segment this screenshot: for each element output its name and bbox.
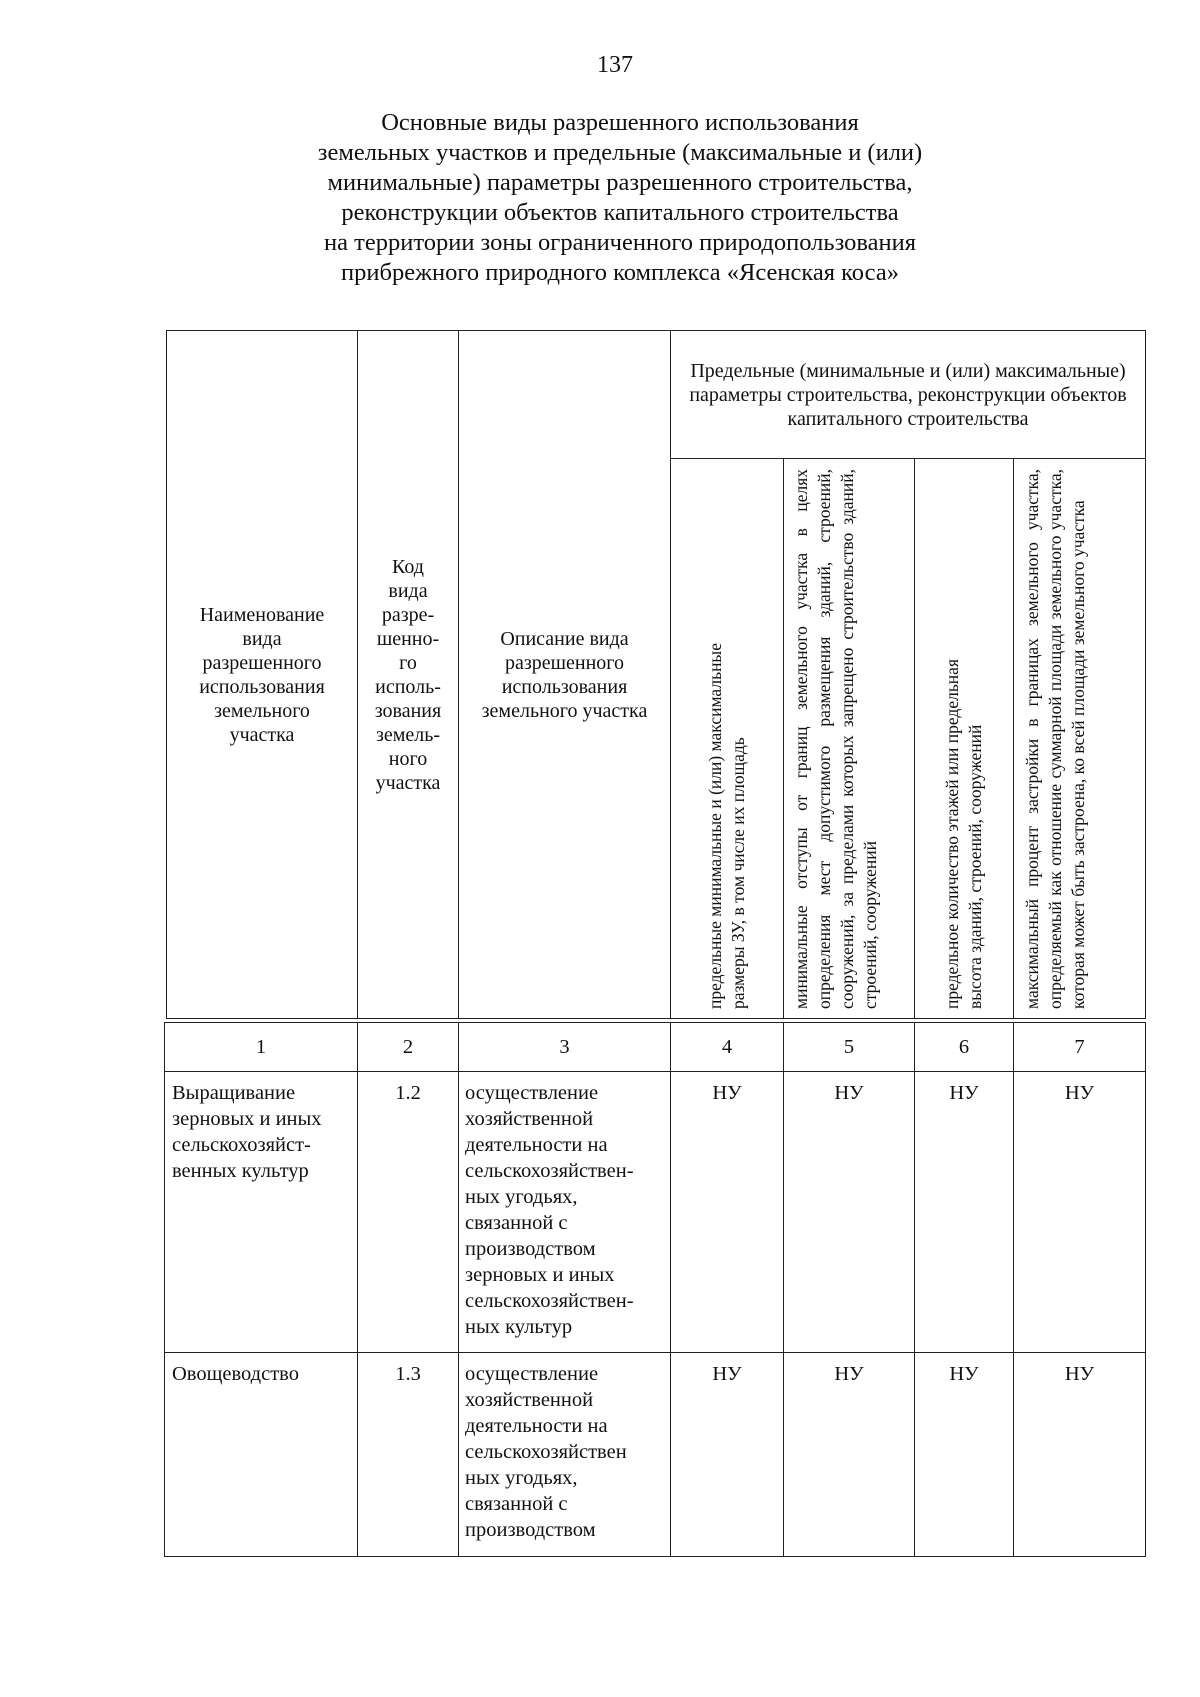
row-value: НУ	[784, 1353, 915, 1557]
header-setback-label: минимальные отступы от границ земельного участка в целях определения мест допустимого размещения зданий, строений, сооружений, за пределами которых запрещено строительство зданий, строений, сооружений	[791, 468, 880, 1009]
table-body	[164, 1022, 1146, 1557]
row-value: НУ	[915, 1072, 1014, 1353]
table-row	[165, 1072, 1146, 1353]
header-setback-column	[784, 459, 915, 1019]
row-value: НУ	[1014, 1353, 1146, 1557]
document-title	[290, 108, 950, 288]
header-description-column	[459, 331, 671, 1019]
header-coverage-column	[1014, 459, 1146, 1019]
header-name-label: Наименование вида разрешенного использования земельного участка	[199, 603, 325, 746]
header-code-label: Код вида разре- шенно- го исполь- зования земель- ного участка	[374, 555, 442, 794]
column-number: 7	[1014, 1023, 1146, 1072]
row-value: НУ	[784, 1072, 915, 1353]
header-lot-size-label: предельные минимальные и (или) максимальные размеры ЗУ, в том числе их площадь	[705, 642, 748, 1009]
column-number: 2	[358, 1023, 459, 1072]
header-lot-size-column	[671, 459, 784, 1019]
column-number: 6	[915, 1023, 1014, 1072]
table-header	[166, 330, 1146, 1019]
header-code-column	[358, 331, 459, 1019]
row-name: Овощеводство	[165, 1353, 358, 1557]
column-number: 1	[165, 1023, 358, 1072]
title-line: на территории зоны ограниченного природопользования	[324, 229, 916, 256]
title-line: реконструкции объектов капитального строительства	[341, 199, 899, 226]
header-description-label: Описание вида разрешенного использования земельного участка	[481, 627, 648, 722]
title-line: земельных участков и предельные (максимальные и (или)	[317, 139, 923, 166]
row-description: осуществление хозяйственной деятельности на сельскохозяйствен- ных угодьях, связанной с производством зерновых и иных сельскохозяйствен- ных культур	[459, 1072, 671, 1353]
row-value: НУ	[1014, 1072, 1146, 1353]
column-numbers-row	[165, 1023, 1146, 1072]
row-value: НУ	[915, 1353, 1014, 1557]
header-parameters-group: Предельные (минимальные и (или) максимальные) параметры строительства, реконструкции объектов капитального строительства	[671, 331, 1146, 459]
header-floors-label: предельное количество этажей или предельная высота зданий, строений, сооружений	[942, 658, 985, 1009]
column-number: 5	[784, 1023, 915, 1072]
header-floors-column	[915, 459, 1014, 1019]
page-number: 137	[597, 52, 633, 78]
row-value: НУ	[671, 1072, 784, 1353]
title-line: минимальные) параметры разрешенного строительства,	[327, 169, 913, 196]
header-coverage-label: максимальный процент застройки в границах земельного участка, определяемый как отношение суммарной площади земельного участка, которая может быть застроена, ко всей площади земельного участка	[1021, 468, 1088, 1009]
header-name-column	[167, 331, 358, 1019]
title-line: Основные виды разрешенного использования	[381, 109, 859, 136]
row-code: 1.3	[358, 1353, 459, 1557]
row-description: осуществление хозяйственной деятельности на сельскохозяйствен ных угодьях, связанной с производством	[459, 1353, 671, 1557]
row-code: 1.2	[358, 1072, 459, 1353]
table-row	[165, 1353, 1146, 1557]
title-line: прибрежного природного комплекса «Ясенская коса»	[341, 259, 899, 286]
column-number: 4	[671, 1023, 784, 1072]
column-number: 3	[459, 1023, 671, 1072]
row-name: Выращивание зерновых и иных сельскохозяйст- венных культур	[165, 1072, 358, 1353]
row-value: НУ	[671, 1353, 784, 1557]
